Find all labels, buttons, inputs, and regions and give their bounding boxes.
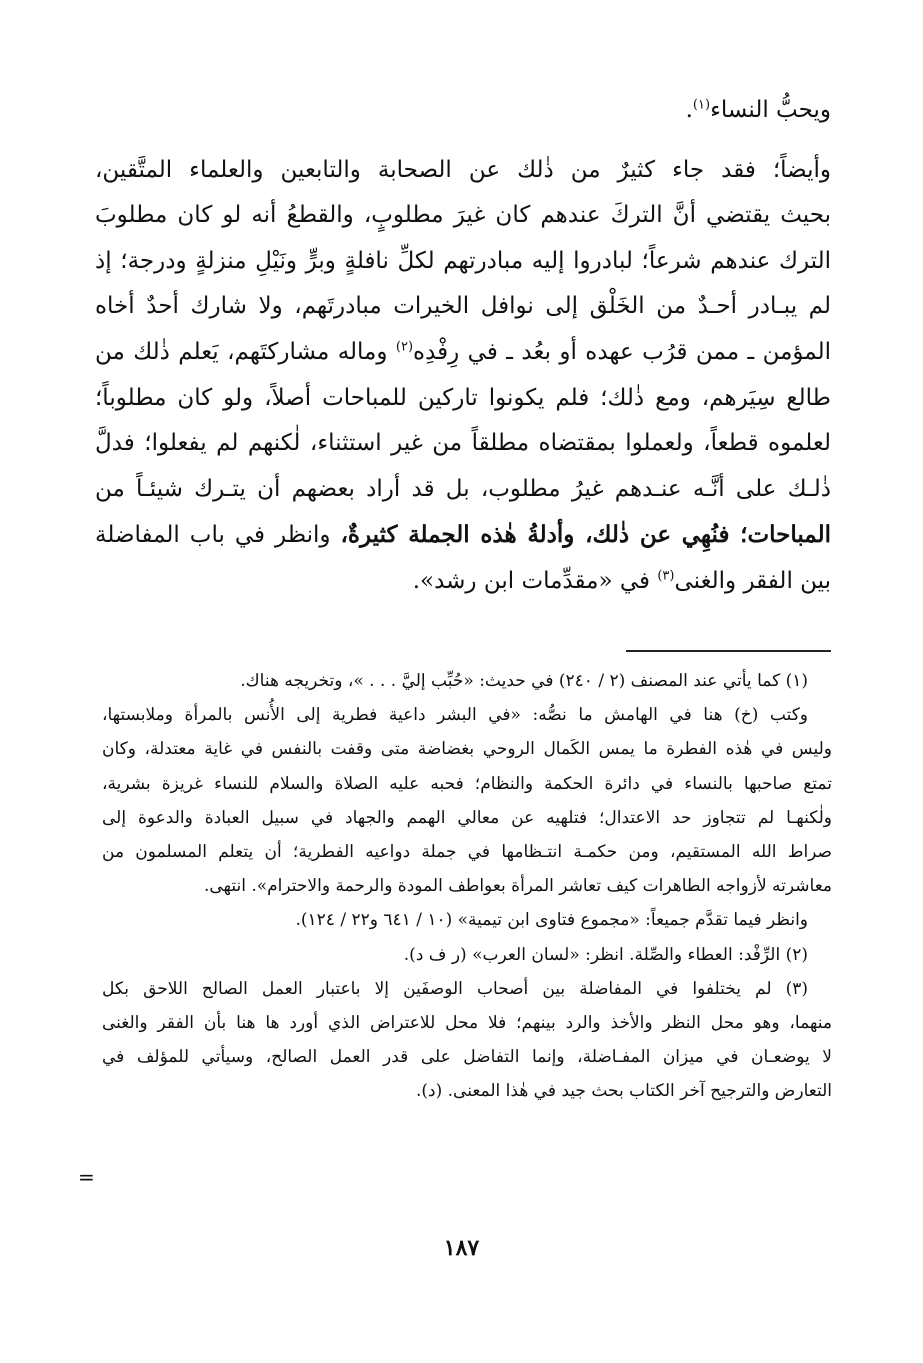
main-line-4: الترك عندهم شرعاً؛ لبادروا إليه مبادرتهم لكلِّ نافلةٍ وبرٍّ ونَيْلِ منزلةٍ ودرجة؛ إذ <box>95 247 831 274</box>
main-line-10-bold: المباحات؛ فنُهِي عن ذٰلك، وأدلةُ هٰذه الجملة كثيرةٌ، <box>340 521 831 549</box>
footnote-ref-3: (٣) <box>657 568 675 584</box>
footnote-line-4: تمتع صاحبها بالنساء في دائرة الحكمة والنظام؛ فحبه عليه الصلاة والسلام للنساء غريزة بشرية، <box>102 773 832 794</box>
footnote-line-10: (٣) لم يختلفوا في المفاضلة بين أصحاب الوصفَين إلا باعتبار العمل الصالح اللاحق بكل <box>102 978 809 999</box>
footnotes-block <box>102 664 832 1109</box>
footnote-separator <box>626 650 831 652</box>
footnote-line-11: منهما، وهو محل النظر والأخذ والرد بينهم؛ فلا محل للاعتراض الذي أورد ها هنا بأن الفقر والغنى <box>102 1013 832 1034</box>
footnote-ref-2: (٢) <box>395 339 414 355</box>
main-line-6-part-b: وماله مشاركتَهم، يَعلم ذٰلك من <box>95 338 388 365</box>
main-line-6 <box>95 330 831 376</box>
footnote-ref-1: (١) <box>692 97 711 113</box>
main-line-11-part-a: بين الفقر والغنى <box>674 567 831 594</box>
footnote-line-7: معاشرته لأزواجه الطاهرات كيف تعاشر المرأة بعواطف المودة والرحمة والاحترام». انتهى. <box>203 876 832 897</box>
main-line-8: لعلموه قطعاً، ولعملوا بمقتضاه مطلقاً من غير استثناء، لٰكنهم لم يفعلوا؛ فدلَّ <box>95 430 831 457</box>
footnote-line-12: لا يوضعـان في ميزان المفـاضلة، وإنما التفاضل على قدر العمل الصالح، وسيأتي للمؤلف في <box>102 1047 832 1068</box>
main-line-1-text: ويحبُّ النساء <box>710 97 831 123</box>
main-line-11 <box>95 559 831 605</box>
main-line-10-rest: وانظر في باب المفاضلة <box>95 522 331 549</box>
footnote-line-6: صراط الله المستقيم، ومن حكمـة انتـظامها في جملة دواعيه الفطرية؛ أن يتعلم المسلمون من <box>102 842 832 863</box>
main-line-11-part-b: في «مقدِّمات ابن رشد». <box>412 567 650 594</box>
main-line-7: طالع سِيَرهم، ومع ذٰلك؛ فلم يكونوا تاركين للمباحات أصلاً، ولو كان مطلوباً؛ <box>95 384 831 411</box>
footnote-line-13: التعارض والترجيح آخر الكتاب بحث جيد في هٰذا المعنى. (د). <box>415 1081 832 1102</box>
main-line-2: وأيضاً؛ فقد جاء كثيرٌ من ذٰلك عن الصحابة والتابعين والعلماء المتَّقين، <box>95 156 831 183</box>
footnote-line-2: وكتب (خ) هنا في الهامش ما نصُّه: «في البشر داعية فطرية إلى الأُنس بالمرأة وملابستها، <box>102 705 808 726</box>
footnote-line-5: ولٰكنهـا لم تتجاوز حد الاعتدال؛ فتلهيه عن معالي الهمم والجهاد في سبيل العبادة والدعوة إلى <box>102 807 832 828</box>
main-line-5: لم يبـادر أحـدٌ من الخَلْق إلى نوافل الخيرات مبادرتَهم، ولا شارك أحدٌ أخاه <box>95 293 831 320</box>
page-number: ١٨٧ <box>443 1235 480 1261</box>
main-line-3: بحيث يقتضي أنَّ التركَ عندهم كان غيرَ مطلوبٍ، والقطعُ أنه لو كان مطلوبَ <box>95 202 831 229</box>
main-line-9: ذٰلـك على أنَّـه عنـدهم غيرُ مطلوب، بل قد أراد بعضهم أن يتـرك شيئـاً من <box>95 475 831 502</box>
footnote-line-3: وليس في هٰذه الفطرة ما يمس الكَمال الروحي بغضاضة متى وقفت بالنفس في غاية معتدلة، وكان <box>102 739 832 760</box>
continuation-mark: = <box>78 1165 95 1189</box>
main-line-6-part-a: المؤمن ـ ممن قرُب عهده أو بعُد ـ في رِفْدِه <box>413 338 831 365</box>
main-text-block <box>95 88 831 605</box>
main-line-10 <box>95 512 831 559</box>
footnote-line-9: (٢) الرِّفْد: العطاء والصِّلة. انظر: «لسان العرب» (ر ف د). <box>403 944 808 965</box>
main-line-1: ويحبُّ النساء$^{(١)}$. <box>685 97 831 123</box>
footnote-line-1: (١) كما يأتي عند المصنف (٢ / ٢٤٠) في حديث: «حُبِّب إليَّ . . . »، وتخريجه هناك. <box>240 671 808 691</box>
footnote-line-8: وانظر فيما تقدَّم جميعاً: «مجموع فتاوى ابن تيمية» (١٠ / ٦٤١ و٢٢ / ١٢٤). <box>295 910 808 931</box>
